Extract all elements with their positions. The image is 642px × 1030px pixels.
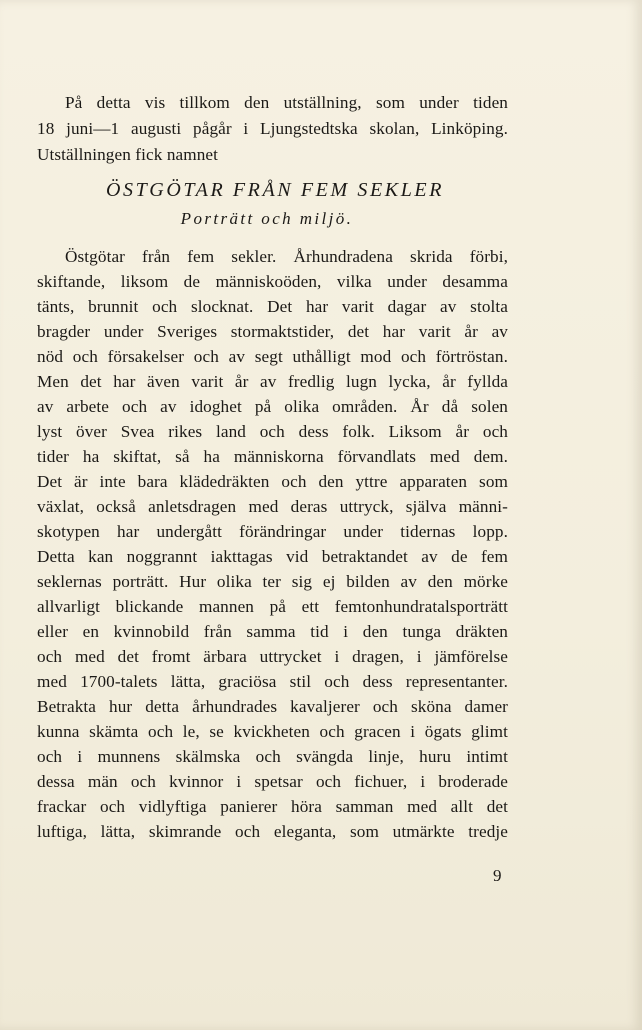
body-line: Detta kan noggrannt iakttagas vid betraktandet av de fem — [37, 547, 508, 566]
body-line: växlat, också anletsdragen med deras uttryck, själva männi- — [37, 497, 508, 516]
body-line: och med det fromt ärbara uttrycket i dragen, i jämförelse — [37, 647, 508, 666]
body-line: skiftande, liksom de människoöden, vilka under desamma — [37, 272, 508, 291]
body-line: Men det har även varit år av fredlig lugn lycka, år fyllda — [37, 372, 508, 391]
body-line: tänts, brunnit och slocknat. Det har varit dagar av stolta — [37, 297, 508, 316]
body-line: med 1700-talets lätta, graciösa stil och dess representanter. — [37, 672, 508, 691]
body-line: av arbete och av idoghet på olika områden. År då solen — [37, 397, 508, 416]
body-line: Det är inte bara klädedräkten och den yttre apparaten som — [37, 472, 508, 491]
body-line: bragder under Sveriges stormaktstider, det har varit år av — [37, 322, 508, 341]
body-line: frackar och vidlyftiga panierer höra samman med allt det — [37, 797, 508, 816]
body-line: lyst över Svea rikes land och dess folk. Liksom år och — [37, 422, 508, 441]
exhibition-subtitle: Porträtt och miljö. — [180, 209, 354, 228]
body-line: dessa män och kvinnor i spetsar och fichuer, i broderade — [37, 772, 508, 791]
body-line: Östgötar från fem sekler. Århundradena skrida förbi, — [65, 247, 508, 266]
body-line: nöd och försakelser och av segt uthålligt mod och förtröstan. — [37, 347, 508, 366]
body-line: och i munnens skälmska och svängda linje, huru intimt — [37, 747, 508, 766]
body-line: Betrakta hur detta århundrades kavaljerer och sköna damer — [37, 697, 508, 716]
body-line: seklernas porträtt. Hur olika ter sig ej bilden av den mörke — [37, 572, 508, 591]
body-line: luftiga, lätta, skimrande och eleganta, som utmärkte tredje — [37, 822, 508, 841]
body-line: skotypen har undergått förändringar under tidernas lopp. — [37, 522, 508, 541]
intro-line: 18 juni—1 augusti pågår i Ljungstedtska skolan, Linköping. — [37, 119, 508, 138]
body-line: tider ha skiftat, så ha människorna förvandlats med dem. — [37, 447, 508, 466]
exhibition-title: ÖSTGÖTAR FRÅN FEM SEKLER — [105, 179, 445, 201]
body-line: kunna skämta och le, se kvickheten och gracen i ögats glimt — [37, 722, 508, 741]
intro-line: På detta vis tillkom den utställning, som under tiden — [65, 93, 508, 112]
body-line: eller en kvinnobild från samma tid i den tunga dräkten — [37, 622, 508, 641]
page-number: 9 — [493, 866, 502, 885]
intro-line: Utställningen fick namnet — [37, 145, 219, 164]
body-line: allvarligt blickande mannen på ett femtonhundratalsporträtt — [37, 597, 508, 616]
